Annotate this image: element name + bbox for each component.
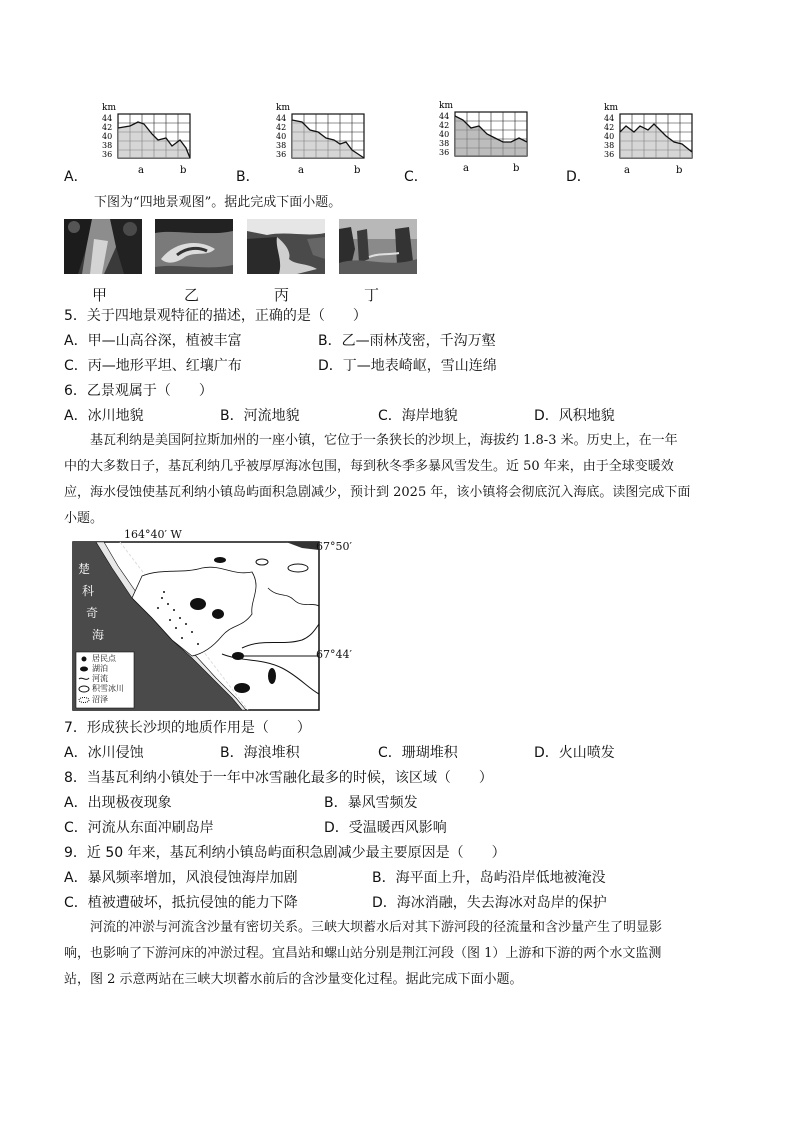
q8-option-a[interactable]: A．出现极夜现象 <box>64 795 172 811</box>
q9-option-a[interactable]: A．暴风频率增加，风浪侵蚀海岸加剧 <box>64 870 298 886</box>
svg-text:a: a <box>624 165 630 176</box>
legend-marsh: 沼泽 <box>92 695 108 704</box>
svg-text:36: 36 <box>276 150 287 159</box>
svg-text:b: b <box>180 165 187 176</box>
photo-label-yi: 乙 <box>184 286 200 304</box>
legend-river: 河流 <box>92 674 108 683</box>
q6-stem: 6．乙景观属于（ ） <box>64 383 213 399</box>
q6-option-c[interactable]: C．海岸地貌 <box>378 408 458 424</box>
svg-text:42: 42 <box>276 123 287 132</box>
profile-chart-d <box>602 100 698 182</box>
svg-text:42: 42 <box>604 123 615 132</box>
svg-text:38: 38 <box>604 141 615 150</box>
option-c-label: C． <box>404 169 428 185</box>
q6-option-d[interactable]: D．风积地貌 <box>534 408 615 424</box>
landscape-photo-ding <box>339 219 417 274</box>
q5-option-b[interactable]: B．乙—雨林茂密，千沟万壑 <box>318 333 496 349</box>
q6-option-b[interactable]: B．河流地貌 <box>220 408 300 424</box>
svg-text:40: 40 <box>102 132 113 141</box>
q7-stem: 7．形成狭长沙坝的地质作用是（ ） <box>64 720 311 736</box>
option-b-label: B． <box>236 169 260 185</box>
photo-label-ding: 丁 <box>364 286 380 304</box>
svg-text:44: 44 <box>276 114 287 123</box>
svg-text:36: 36 <box>102 150 113 159</box>
svg-text:a: a <box>463 163 469 174</box>
svg-text:38: 38 <box>276 141 287 150</box>
q5-option-a[interactable]: A．甲—山高谷深，植被丰富 <box>64 333 242 349</box>
svg-text:a: a <box>138 165 144 176</box>
passage3-line2: 响，也影响了下游河床的冲淤过程。宜昌站和螺山站分别是荆江河段（图 1）上游和下游的两个水文监测 <box>64 946 662 961</box>
svg-text:b: b <box>513 163 520 174</box>
q7-option-b[interactable]: B．海浪堆积 <box>220 745 300 761</box>
map-sea-label-2: 科 <box>82 584 95 598</box>
svg-text:44: 44 <box>439 112 450 121</box>
svg-text:km: km <box>439 101 453 111</box>
svg-text:40: 40 <box>276 132 287 141</box>
q8-option-b[interactable]: B．暴风雪频发 <box>324 795 418 811</box>
option-d-label: D． <box>566 169 591 185</box>
svg-text:a: a <box>298 165 304 176</box>
map-sea-label-3: 奇 <box>86 606 99 620</box>
q8-option-c[interactable]: C．河流从东面冲刷岛岸 <box>64 820 214 836</box>
q5-option-c[interactable]: C．丙—地形平坦、红壤广布 <box>64 358 242 374</box>
q8-stem: 8．当基瓦利纳小镇处于一年中冰雪融化最多的时候，该区域（ ） <box>64 770 493 786</box>
landscape-photo-yi <box>155 219 233 274</box>
map-longitude-label: 164°40′ W <box>124 528 182 541</box>
kivalina-map <box>72 528 352 712</box>
q7-option-d[interactable]: D．火山喷发 <box>534 745 615 761</box>
passage2-line3: 应，海水侵蚀使基瓦利纳小镇岛屿面积急剧减少，预计到 2025 年，该小镇将会彻底沉入海底。读图完成下面 <box>64 485 691 500</box>
svg-text:42: 42 <box>102 123 113 132</box>
svg-text:38: 38 <box>102 141 113 150</box>
chart-unit: km <box>102 103 116 113</box>
q9-option-c[interactable]: C．植被遭破坏，抵抗侵蚀的能力下降 <box>64 895 298 911</box>
map-lat-mid-label: 67°44′ <box>316 648 352 661</box>
svg-text:36: 36 <box>439 148 450 157</box>
passage2-line2: 中的大多数日子，基瓦利纳几乎被厚厚海冰包围，每到秋冬季多暴风雪发生。近 50 年来，由于全球变暖效 <box>64 459 674 474</box>
legend-glacier: 积雪冰川 <box>92 684 124 693</box>
passage2-line1: 基瓦利纳是美国阿拉斯加州的一座小镇，它位于一条狭长的沙坝上，海拔约 1.8-3 米。历史上，在一年 <box>90 433 678 448</box>
svg-text:44: 44 <box>102 114 113 123</box>
svg-text:44: 44 <box>604 114 615 123</box>
map-sea-label-4: 海 <box>92 628 105 642</box>
svg-text:40: 40 <box>439 130 450 139</box>
q7-option-c[interactable]: C．珊瑚堆积 <box>378 745 458 761</box>
q5-stem: 5．关于四地景观特征的描述，正确的是（ ） <box>64 308 367 324</box>
q9-option-d[interactable]: D．海冰消融，失去海冰对岛岸的保护 <box>372 895 607 911</box>
svg-text:38: 38 <box>439 139 450 148</box>
profile-chart-b <box>274 100 370 182</box>
passage3-line1: 河流的冲淤与河流含沙量有密切关系。三峡大坝蓄水后对其下游河段的径流量和含沙量产生了明显影 <box>90 920 663 935</box>
profile-chart-c <box>437 98 533 180</box>
map-sea-label-1: 楚 <box>78 562 91 576</box>
intro-text: 下图为“四地景观图”。据此完成下面小题。 <box>94 195 342 210</box>
legend-settlement: 居民点 <box>92 654 116 663</box>
svg-text:42: 42 <box>439 121 450 130</box>
svg-text:40: 40 <box>604 132 615 141</box>
landscape-photo-jia <box>64 219 142 274</box>
profile-chart-a <box>100 100 196 182</box>
svg-text:36: 36 <box>604 150 615 159</box>
photo-label-bing: 丙 <box>274 286 290 304</box>
option-a-label: A． <box>64 169 88 185</box>
legend-lake: 湖泊 <box>92 664 108 673</box>
landscape-photo-bing <box>247 219 325 274</box>
q9-stem: 9．近 50 年来，基瓦利纳小镇岛屿面积急剧减少最主要原因是（ ） <box>64 845 506 861</box>
svg-text:b: b <box>676 165 683 176</box>
q8-option-d[interactable]: D．受温暖西风影响 <box>324 820 447 836</box>
q9-option-b[interactable]: B．海平面上升，岛屿沿岸低地被淹没 <box>372 870 606 886</box>
photo-label-jia: 甲 <box>92 286 108 304</box>
q5-option-d[interactable]: D．丁—地表崎岖，雪山连绵 <box>318 358 497 374</box>
passage3-line3: 站，图 2 示意两站在三峡大坝蓄水前后的含沙量变化过程。据此完成下面小题。 <box>64 972 523 987</box>
passage2-line4: 小题。 <box>64 511 104 526</box>
map-lat-top-label: 67°50′ <box>316 540 352 553</box>
svg-text:km: km <box>276 103 290 113</box>
q6-option-a[interactable]: A．冰川地貌 <box>64 408 144 424</box>
svg-text:b: b <box>354 165 361 176</box>
q7-option-a[interactable]: A．冰川侵蚀 <box>64 745 144 761</box>
svg-text:km: km <box>604 103 618 113</box>
